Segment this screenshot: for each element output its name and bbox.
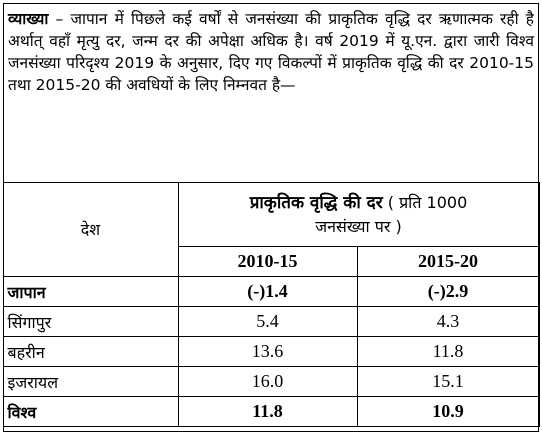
country-cell: सिंगापुर <box>3 307 178 337</box>
table-row <box>3 277 539 307</box>
value-cell: 5.4 <box>178 307 357 337</box>
country-header: देश <box>3 183 178 277</box>
table-header-row <box>3 183 539 247</box>
table-row <box>3 337 539 367</box>
country-cell: बहरीन <box>3 337 178 367</box>
period-2015-20: 2015-20 <box>357 247 539 277</box>
value-cell: 16.0 <box>178 367 357 397</box>
value-cell: 13.6 <box>178 337 357 367</box>
table-row <box>3 397 539 427</box>
table-row <box>3 367 539 397</box>
rate-header-main: प्राकृतिक वृद्धि की दर <box>249 193 383 213</box>
value-cell: 10.9 <box>357 397 539 427</box>
country-cell: विश्व <box>3 397 178 427</box>
growth-rate-table <box>3 182 540 427</box>
value-cell: (-)2.9 <box>357 277 539 307</box>
table-row <box>3 307 539 337</box>
explanation-lead: व्याख्या <box>8 10 49 28</box>
value-cell: (-)1.4 <box>178 277 357 307</box>
content-frame <box>3 3 539 432</box>
explanation-body: – जापान में पिछले कई वर्षों से जनसंख्या की प्राकृतिक वृद्धि दर ऋणात्मक रही है अर्थात् वहाँ मृत्यु दर, जन्म दर की अपेक्षा अधिक है। वर्ष 2019 में यू.एन. द्वारा जारी विश्व जनसंख्या परिदृश्य 2019 के अनुसार, दिए गए विकल्पों में प्राकृतिक वृद्धि की दर 2010-15 तथा 2015-20 की अवधियों के लिए निम्नवत है— <box>8 10 534 94</box>
value-cell: 11.8 <box>357 337 539 367</box>
rate-header-unit2: जनसंख्या पर ) <box>315 217 402 236</box>
country-cell: जापान <box>3 277 178 307</box>
value-cell: 15.1 <box>357 367 539 397</box>
rate-header <box>178 183 539 247</box>
value-cell: 11.8 <box>178 397 357 427</box>
country-cell: इजरायल <box>3 367 178 397</box>
period-2010-15: 2010-15 <box>178 247 357 277</box>
rate-header-unit: ( प्रति 1000 <box>387 193 468 212</box>
value-cell: 4.3 <box>357 307 539 337</box>
explanation-paragraph <box>8 8 534 96</box>
